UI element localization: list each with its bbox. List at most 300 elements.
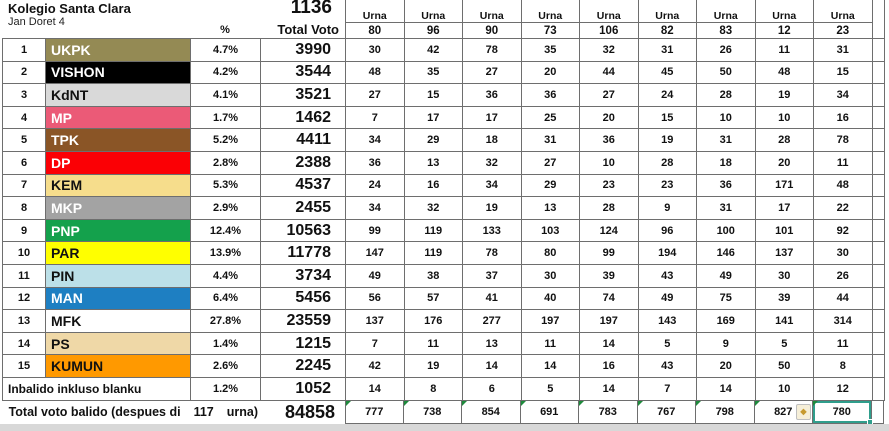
urna-number: 73	[522, 22, 580, 38]
empty-cell[interactable]	[873, 197, 885, 220]
urna-vote-cell[interactable]: 14	[697, 378, 756, 401]
urna-vote-cell[interactable]: 6	[463, 378, 522, 401]
urna-vote-cell[interactable]: 14	[346, 378, 405, 401]
party-name-cell[interactable]: PNP	[46, 220, 191, 243]
party-name-cell[interactable]: KUMUN	[46, 355, 191, 378]
urna-vote-cell[interactable]: 50	[697, 62, 756, 85]
urna-total-cell[interactable]: 767	[638, 400, 697, 424]
table-row	[3, 310, 885, 333]
urna-vote-cell[interactable]: 5	[522, 378, 581, 401]
urna-vote-cell[interactable]: 50	[756, 355, 815, 378]
urna-vote-cell[interactable]: 36	[580, 129, 639, 152]
urna-total-cell[interactable]: 777	[345, 400, 404, 424]
urna-vote-cell[interactable]: 49	[346, 265, 405, 288]
urna-vote-cell[interactable]: 49	[639, 288, 698, 311]
urna-vote-cell[interactable]: 19	[463, 197, 522, 220]
empty-cell[interactable]	[873, 265, 885, 288]
urna-vote-cell[interactable]: 36	[522, 84, 581, 107]
total-label-suffix: urna)	[226, 405, 258, 419]
urna-vote-cell[interactable]: 20	[580, 107, 639, 130]
urna-vote-cell[interactable]: 43	[639, 265, 698, 288]
total-voto-cell[interactable]: 3734	[261, 265, 346, 288]
urna-header-cell[interactable]	[814, 0, 873, 38]
urna-vote-cell[interactable]: 12	[814, 378, 873, 401]
percent-cell[interactable]: 5.2%	[191, 129, 261, 152]
urna-vote-cell[interactable]: 31	[639, 39, 698, 62]
percent-cell[interactable]: 1.4%	[191, 333, 261, 356]
urna-vote-cell[interactable]: 8	[405, 378, 464, 401]
party-name-cell[interactable]: MFK	[46, 310, 191, 333]
urna-number: 96	[405, 22, 463, 38]
table-row	[3, 107, 885, 130]
error-indicator-icon	[813, 401, 818, 406]
total-voto-cell[interactable]: 10563	[261, 220, 346, 243]
percent-cell[interactable]: 4.2%	[191, 62, 261, 85]
urna-vote-cell[interactable]: 176	[405, 310, 464, 333]
empty-cell[interactable]	[873, 310, 885, 333]
urna-vote-cell[interactable]: 10	[697, 107, 756, 130]
sheet-title: Kolegio Santa Clara	[8, 1, 131, 16]
party-name-cell[interactable]: MKP	[46, 197, 191, 220]
urna-number: 106	[580, 22, 638, 38]
urna-total-cells	[345, 400, 872, 424]
urna-column-headers	[345, 0, 885, 38]
urna-vote-cell[interactable]: 48	[346, 62, 405, 85]
urna-vote-cell[interactable]: 57	[405, 288, 464, 311]
party-name-cell[interactable]: MAN	[46, 288, 191, 311]
total-voto-cell[interactable]: 3544	[261, 62, 346, 85]
urna-vote-cell[interactable]: 22	[814, 197, 873, 220]
table-row	[3, 265, 885, 288]
urna-vote-cell[interactable]: 34	[814, 84, 873, 107]
urna-vote-cell[interactable]: 41	[463, 288, 522, 311]
urna-vote-cell[interactable]: 48	[814, 175, 873, 198]
urna-vote-cell[interactable]: 30	[522, 265, 581, 288]
urna-vote-cell[interactable]: 75	[697, 288, 756, 311]
empty-cell[interactable]	[873, 355, 885, 378]
row-number-cell[interactable]: 6	[3, 152, 46, 175]
table-row	[3, 355, 885, 378]
urna-header-label: Urna	[479, 10, 504, 22]
error-indicator-icon	[755, 401, 760, 406]
party-name-cell[interactable]: VISHON	[46, 62, 191, 85]
party-name-cell[interactable]: MP	[46, 107, 191, 130]
urna-vote-cell[interactable]: 20	[697, 355, 756, 378]
empty-cell[interactable]	[873, 220, 885, 243]
urna-vote-cell[interactable]: 14	[522, 355, 581, 378]
urna-vote-cell[interactable]: 56	[346, 288, 405, 311]
urna-vote-cell[interactable]: 19	[756, 84, 815, 107]
urna-vote-cell[interactable]: 10	[756, 378, 815, 401]
results-table	[2, 38, 885, 401]
urna-vote-cell[interactable]: 92	[814, 220, 873, 243]
urna-vote-cell[interactable]: 16	[580, 355, 639, 378]
row-number-cell[interactable]: 2	[3, 62, 46, 85]
urna-vote-cell[interactable]: 124	[580, 220, 639, 243]
urna-header-label: Urna	[830, 10, 855, 22]
urna-vote-cell[interactable]: 5	[639, 333, 698, 356]
urna-vote-cell[interactable]: 32	[405, 197, 464, 220]
percent-cell[interactable]: 5.3%	[191, 175, 261, 198]
party-name-cell[interactable]: UKPK	[46, 39, 191, 62]
urna-vote-cell[interactable]: 197	[522, 310, 581, 333]
urna-number: 23	[814, 22, 872, 38]
urna-vote-cell[interactable]: 14	[463, 355, 522, 378]
total-voto-cell[interactable]: 4537	[261, 175, 346, 198]
urna-vote-cell[interactable]: 13	[405, 152, 464, 175]
urna-header-cell[interactable]	[463, 0, 522, 38]
row-number-cell[interactable]: 13	[3, 310, 46, 333]
percent-cell[interactable]: 12.4%	[191, 220, 261, 243]
urna-total-cell[interactable]: 854	[462, 400, 521, 424]
urna-header-cell[interactable]	[522, 0, 581, 38]
urna-vote-cell[interactable]: 20	[756, 152, 815, 175]
total-voto-cell[interactable]: 5456	[261, 288, 346, 311]
empty-cell[interactable]	[873, 175, 885, 198]
urna-vote-cell[interactable]: 99	[346, 220, 405, 243]
urna-vote-cell[interactable]: 16	[814, 107, 873, 130]
percent-cell[interactable]: 2.9%	[191, 197, 261, 220]
table-row	[3, 84, 885, 107]
sheet-subtitle: Jan Doret 4	[8, 16, 65, 28]
urna-header-label: Urna	[421, 10, 446, 22]
urna-header-cell[interactable]	[580, 0, 639, 38]
urna-vote-cell[interactable]: 44	[814, 288, 873, 311]
urna-vote-cell[interactable]: 28	[697, 84, 756, 107]
urna-vote-cell[interactable]: 169	[697, 310, 756, 333]
urna-number: 82	[639, 22, 697, 38]
urna-total-cell[interactable]: 783	[579, 400, 638, 424]
urna-vote-cell[interactable]: 48	[756, 62, 815, 85]
urna-vote-cell[interactable]: 146	[697, 242, 756, 265]
urna-vote-cell[interactable]: 40	[522, 288, 581, 311]
error-options-icon[interactable]: ◆	[796, 404, 811, 420]
urna-count: 117	[193, 405, 214, 419]
urna-vote-cell[interactable]: 13	[522, 197, 581, 220]
table-row	[3, 39, 885, 62]
row-number-cell[interactable]: 9	[3, 220, 46, 243]
empty-cell[interactable]	[872, 400, 884, 424]
urna-vote-cell[interactable]: 28	[580, 197, 639, 220]
urna-vote-cell[interactable]: 9	[697, 333, 756, 356]
total-voto-cell[interactable]: 1462	[261, 107, 346, 130]
total-voto-cell[interactable]: 3521	[261, 84, 346, 107]
party-name-cell[interactable]: KEM	[46, 175, 191, 198]
urna-vote-cell[interactable]: 25	[522, 107, 581, 130]
urna-header-label: Urna	[655, 10, 680, 22]
percent-column-header: %	[220, 24, 230, 36]
urna-vote-cell[interactable]: 31	[814, 39, 873, 62]
invalid-row-label-cell[interactable]: Inbalido inkluso blanku	[3, 378, 191, 401]
urna-header-cell[interactable]	[697, 0, 756, 38]
empty-cell[interactable]	[873, 62, 885, 85]
urna-total-cell[interactable]: 827 ◆	[755, 400, 814, 424]
urna-header-label: Urna	[713, 10, 738, 22]
urna-vote-cell[interactable]: 45	[639, 62, 698, 85]
urna-vote-cell[interactable]: 100	[697, 220, 756, 243]
percent-cell[interactable]: 13.9%	[191, 242, 261, 265]
urna-vote-cell[interactable]: 17	[463, 107, 522, 130]
table-row	[3, 152, 885, 175]
table-row	[3, 175, 885, 198]
urna-vote-cell[interactable]: 74	[580, 288, 639, 311]
percent-cell[interactable]: 4.1%	[191, 84, 261, 107]
urna-vote-cell[interactable]: 137	[756, 242, 815, 265]
urna-header-cell[interactable]	[756, 0, 815, 38]
empty-cell[interactable]	[873, 333, 885, 356]
urna-vote-cell[interactable]: 39	[580, 265, 639, 288]
urna-vote-cell[interactable]: 119	[405, 220, 464, 243]
urna-vote-cell[interactable]: 314	[814, 310, 873, 333]
urna-vote-cell[interactable]: 16	[405, 175, 464, 198]
urna-vote-cell[interactable]: 14	[580, 378, 639, 401]
urna-vote-cell[interactable]: 32	[463, 152, 522, 175]
urna-vote-cell[interactable]: 27	[346, 84, 405, 107]
error-indicator-icon	[521, 401, 526, 406]
invalid-votes-row	[3, 378, 885, 401]
percent-cell[interactable]: 4.4%	[191, 265, 261, 288]
urna-vote-cell[interactable]: 11	[522, 333, 581, 356]
total-voto-cell[interactable]: 1215	[261, 333, 346, 356]
urna-vote-cell[interactable]: 78	[814, 129, 873, 152]
urna-vote-cell[interactable]: 24	[346, 175, 405, 198]
urna-vote-cell[interactable]: 17	[756, 197, 815, 220]
urna-total-cell[interactable]: 691	[521, 400, 580, 424]
urna-vote-cell[interactable]: 35	[522, 39, 581, 62]
urna-vote-cell[interactable]: 11	[405, 333, 464, 356]
urna-vote-cell[interactable]: 30	[814, 242, 873, 265]
urna-total-cell[interactable]: 798	[696, 400, 755, 424]
urna-vote-cell[interactable]: 34	[346, 129, 405, 152]
urna-vote-cell[interactable]: 9	[639, 197, 698, 220]
urna-vote-cell[interactable]: 34	[463, 175, 522, 198]
urna-vote-cell[interactable]: 7	[346, 107, 405, 130]
empty-cell[interactable]	[873, 288, 885, 311]
error-indicator-icon	[346, 401, 351, 406]
urna-vote-cell[interactable]: 137	[346, 310, 405, 333]
empty-cell[interactable]	[873, 152, 885, 175]
urna-vote-cell[interactable]: 10	[756, 107, 815, 130]
urna-header-label: Urna	[772, 10, 797, 22]
empty-cell[interactable]	[873, 378, 885, 401]
urna-vote-cell[interactable]: 19	[405, 355, 464, 378]
urna-vote-cell[interactable]: 141	[756, 310, 815, 333]
percent-cell[interactable]: 1.2%	[191, 378, 261, 401]
urna-vote-cell[interactable]: 13	[463, 333, 522, 356]
row-number-cell[interactable]: 4	[3, 107, 46, 130]
urna-vote-cell[interactable]: 103	[522, 220, 581, 243]
urna-header-label: Urna	[362, 10, 387, 22]
urna-vote-cell[interactable]: 36	[697, 175, 756, 198]
row-number-cell[interactable]: 8	[3, 197, 46, 220]
urna-vote-cell[interactable]: 42	[405, 39, 464, 62]
total-voto-cell[interactable]: 3990	[261, 39, 346, 62]
row-number-cell[interactable]: 14	[3, 333, 46, 356]
table-row	[3, 62, 885, 85]
urna-vote-cell[interactable]: 143	[639, 310, 698, 333]
urna-vote-cell[interactable]: 31	[697, 129, 756, 152]
urna-vote-cell[interactable]: 34	[346, 197, 405, 220]
urna-vote-cell[interactable]: 27	[580, 84, 639, 107]
urna-header-label: Urna	[596, 10, 621, 22]
bottom-strip	[0, 424, 889, 431]
urna-vote-cell[interactable]: 197	[580, 310, 639, 333]
urna-vote-cell[interactable]: 37	[463, 265, 522, 288]
total-voto-cell[interactable]: 2245	[261, 355, 346, 378]
urna-vote-cell[interactable]: 15	[814, 62, 873, 85]
urna-vote-cell[interactable]: 5	[756, 333, 815, 356]
urna-vote-cell[interactable]: 7	[346, 333, 405, 356]
urna-vote-cell[interactable]: 119	[405, 242, 464, 265]
urna-vote-cell[interactable]: 18	[463, 129, 522, 152]
urna-vote-cell[interactable]: 24	[639, 84, 698, 107]
urna-vote-cell[interactable]: 101	[756, 220, 815, 243]
urna-vote-cell[interactable]: 36	[346, 152, 405, 175]
urna-vote-cell[interactable]: 42	[346, 355, 405, 378]
urna-number: 83	[697, 22, 755, 38]
table-row	[3, 242, 885, 265]
table-row	[3, 288, 885, 311]
urna-vote-cell[interactable]: 30	[756, 265, 815, 288]
error-indicator-icon	[579, 401, 584, 406]
empty-cell[interactable]	[873, 242, 885, 265]
urna-vote-cell[interactable]: 36	[463, 84, 522, 107]
row-number-cell[interactable]: 15	[3, 355, 46, 378]
urna-vote-cell[interactable]: 35	[405, 62, 464, 85]
urna-vote-cell[interactable]: 14	[580, 333, 639, 356]
percent-cell[interactable]: 2.8%	[191, 152, 261, 175]
urna-vote-cell[interactable]: 39	[756, 288, 815, 311]
urna-vote-cell[interactable]: 99	[580, 242, 639, 265]
urna-vote-cell[interactable]: 133	[463, 220, 522, 243]
urna-vote-cell[interactable]: 30	[346, 39, 405, 62]
urna-vote-cell[interactable]: 171	[756, 175, 815, 198]
total-voto-cell[interactable]: 2388	[261, 152, 346, 175]
urna-vote-cell[interactable]: 11	[756, 39, 815, 62]
urna-vote-cell[interactable]: 29	[522, 175, 581, 198]
urna-vote-cell[interactable]: 26	[814, 265, 873, 288]
urna-vote-cell[interactable]: 49	[697, 265, 756, 288]
row-number-cell[interactable]: 10	[3, 242, 46, 265]
total-row-label	[2, 400, 260, 424]
urna-vote-cell[interactable]: 23	[580, 175, 639, 198]
urna-vote-cell[interactable]: 7	[639, 378, 698, 401]
urna-vote-cell[interactable]: 11	[814, 152, 873, 175]
error-indicator-icon	[462, 401, 467, 406]
urna-vote-cell[interactable]: 10	[580, 152, 639, 175]
urna-vote-cell[interactable]: 38	[405, 265, 464, 288]
urna-vote-cell[interactable]: 80	[522, 242, 581, 265]
row-number-cell[interactable]: 1	[3, 39, 46, 62]
urna-number: 80	[346, 22, 404, 38]
urna-vote-cell[interactable]: 8	[814, 355, 873, 378]
error-indicator-icon	[638, 401, 643, 406]
table-row	[3, 129, 885, 152]
table-row	[3, 333, 885, 356]
total-voto-cell[interactable]: 11778	[261, 242, 346, 265]
urna-header-cell[interactable]	[639, 0, 698, 38]
table-row	[3, 197, 885, 220]
urna-vote-cell[interactable]: 277	[463, 310, 522, 333]
total-voto-cell[interactable]: 1052	[261, 378, 346, 401]
row-number-cell[interactable]: 3	[3, 84, 46, 107]
row-number-cell[interactable]: 5	[3, 129, 46, 152]
urna-vote-cell[interactable]: 27	[522, 152, 581, 175]
urna-number: 90	[463, 22, 521, 38]
party-name-cell[interactable]: PAR	[46, 242, 191, 265]
urna-vote-cell[interactable]: 28	[756, 129, 815, 152]
urna-total-cell[interactable]: 738	[404, 400, 463, 424]
total-voto-cell[interactable]: 4411	[261, 129, 346, 152]
error-indicator-icon	[696, 401, 701, 406]
party-name-cell[interactable]: KdNT	[46, 84, 191, 107]
empty-cell[interactable]	[873, 129, 885, 152]
urna-vote-cell[interactable]: 147	[346, 242, 405, 265]
urna-vote-cell[interactable]: 26	[697, 39, 756, 62]
row-number-cell[interactable]: 11	[3, 265, 46, 288]
urna-vote-cell[interactable]: 19	[639, 129, 698, 152]
urna-vote-cell[interactable]: 78	[463, 39, 522, 62]
urna-vote-cell[interactable]: 28	[639, 152, 698, 175]
empty-cell[interactable]	[873, 107, 885, 130]
total-voto-column-header: Total Voto	[277, 22, 339, 37]
empty-cell[interactable]	[873, 84, 885, 107]
urna-vote-cell[interactable]: 15	[405, 84, 464, 107]
total-label-prefix: Total voto balido (despues di	[8, 405, 181, 419]
grand-total-cell[interactable]: 84858	[284, 401, 335, 422]
urna-header-cell[interactable]	[346, 0, 405, 38]
urna-header-label: Urna	[538, 10, 563, 22]
urna-vote-cell[interactable]: 23	[639, 175, 698, 198]
urna-total-cell[interactable]: 780	[813, 400, 872, 424]
urna-vote-cell[interactable]: 31	[697, 197, 756, 220]
percent-cell[interactable]: 1.7%	[191, 107, 261, 130]
empty-cell[interactable]	[873, 39, 885, 62]
urna-vote-cell[interactable]: 20	[522, 62, 581, 85]
top-value-cell[interactable]: 1136	[290, 0, 332, 18]
urna-vote-cell[interactable]: 31	[522, 129, 581, 152]
error-indicator-icon	[404, 401, 409, 406]
party-name-cell[interactable]: TPK	[46, 129, 191, 152]
urna-vote-cell[interactable]: 17	[405, 107, 464, 130]
party-name-cell[interactable]: PIN	[46, 265, 191, 288]
total-voto-cell[interactable]: 2455	[261, 197, 346, 220]
urna-vote-cell[interactable]: 18	[697, 152, 756, 175]
urna-vote-cell[interactable]: 15	[639, 107, 698, 130]
urna-vote-cell[interactable]: 27	[463, 62, 522, 85]
urna-vote-cell[interactable]: 78	[463, 242, 522, 265]
table-row	[3, 220, 885, 243]
percent-cell[interactable]: 4.7%	[191, 39, 261, 62]
urna-vote-cell[interactable]: 11	[814, 333, 873, 356]
row-number-cell[interactable]: 12	[3, 288, 46, 311]
percent-cell[interactable]: 27.8%	[191, 310, 261, 333]
row-number-cell[interactable]: 7	[3, 175, 46, 198]
urna-vote-cell[interactable]: 194	[639, 242, 698, 265]
percent-cell[interactable]: 2.6%	[191, 355, 261, 378]
urna-vote-cell[interactable]: 32	[580, 39, 639, 62]
urna-header-cell[interactable]	[405, 0, 464, 38]
party-name-cell[interactable]: PS	[46, 333, 191, 356]
total-voto-cell[interactable]: 23559	[261, 310, 346, 333]
party-name-cell[interactable]: DP	[46, 152, 191, 175]
urna-vote-cell[interactable]: 43	[639, 355, 698, 378]
urna-vote-cell[interactable]: 96	[639, 220, 698, 243]
urna-vote-cell[interactable]: 29	[405, 129, 464, 152]
urna-vote-cell[interactable]: 44	[580, 62, 639, 85]
urna-number: 12	[756, 22, 814, 38]
percent-cell[interactable]: 6.4%	[191, 288, 261, 311]
